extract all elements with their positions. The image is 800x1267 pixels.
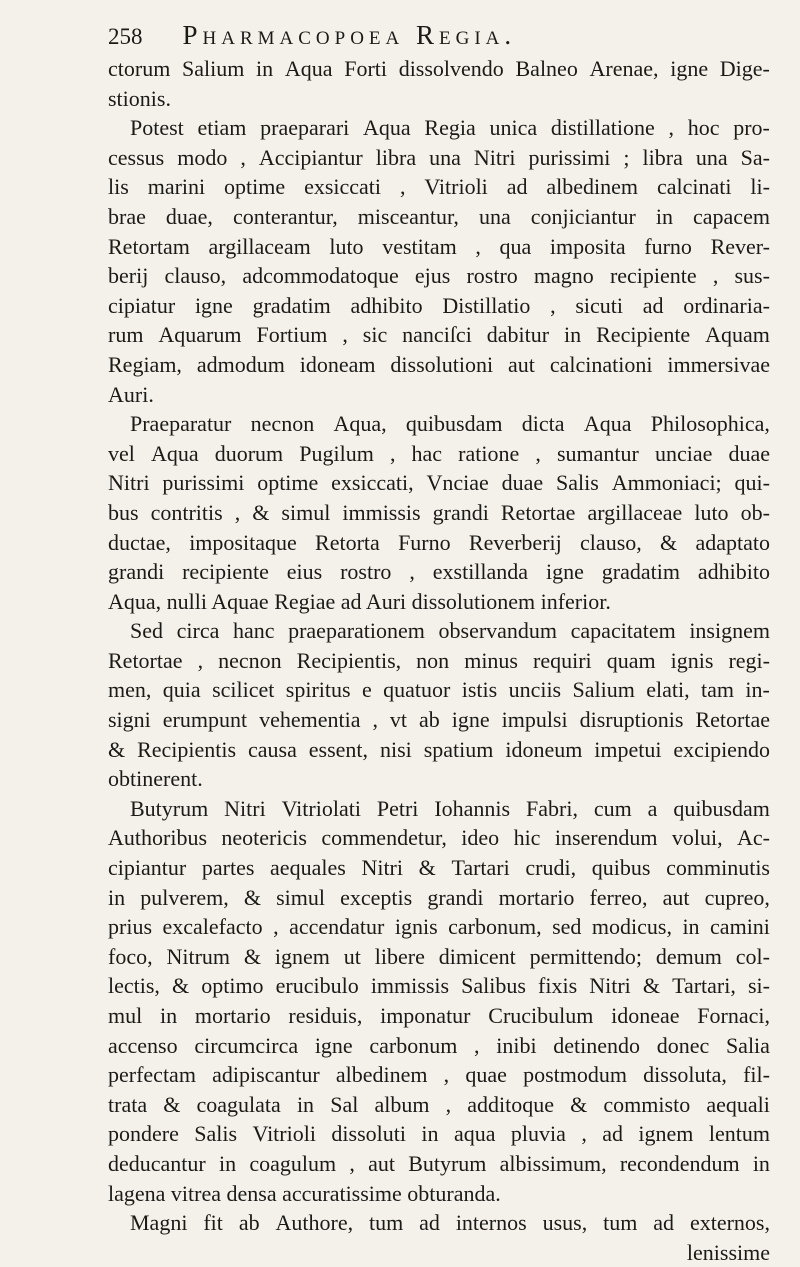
- text-line: Aqua, nulli Aquae Regiae ad Auri dissolutionem inferior.: [108, 588, 611, 614]
- running-title: Pharmacopoea Regia.: [182, 20, 517, 50]
- text-line: prius excalefacto , accendatur ignis carbonum, sed modicus, in camini: [108, 914, 770, 940]
- text-line: perfectam adipiscantur albedinem , quae postmodum dissoluta, fil-: [108, 1062, 770, 1088]
- text-line: cipiatur igne gradatim adhibito Distillatio , sicuti ad ordinaria-: [108, 292, 770, 318]
- text-line: lagena vitrea densa accuratissime obturanda.: [108, 1180, 501, 1206]
- page-number: 258: [108, 24, 143, 49]
- text-line: Butyrum Nitri Vitriolati Petri Iohannis Fabri, cum a quibusdam: [130, 795, 770, 821]
- text-line: lectis, & optimo erucibulo immissis Salibus fixis Nitri & Tartari, si-: [108, 973, 770, 999]
- text-line: in pulverem, & simul exceptis grandi mortario ferreo, aut cupreo,: [108, 884, 770, 910]
- text-line: accenso circumcirca igne carbonum , inibi detinendo donec Salia: [108, 1032, 770, 1058]
- running-head: [108, 16, 770, 54]
- text-line: rum Aquarum Fortium , sic nanciſci dabitur in Recipiente Aquam: [108, 322, 770, 348]
- text-line: ductae, impositaque Retorta Furno Reverberij clauso, & adaptato: [108, 529, 770, 555]
- text-line: foco, Nitrum & ignem ut libere dimicent permittendo; demum col-: [108, 943, 770, 969]
- text-line: brae duae, conterantur, misceantur, una conjiciantur in capacem: [108, 203, 770, 229]
- text-line: obtinerent.: [108, 766, 203, 792]
- text-line: deducantur in coagulum , aut Butyrum albissimum, recondendum in: [108, 1150, 770, 1176]
- text-line: cessus modo , Accipiantur libra una Nitri purissimi ; libra una Sa-: [108, 144, 770, 170]
- text-line: mul in mortario residuis, imponatur Crucibulum idoneae Fornaci,: [108, 1003, 770, 1028]
- text-line: Auri.: [108, 381, 154, 407]
- text-line: signi erumpunt vehementia , vt ab igne impulsi disruptionis Retortae: [108, 707, 770, 733]
- text-line: Nitri purissimi optime exsiccati, Vnciae duae Salis Ammoniaci; qui-: [108, 470, 770, 496]
- text-line: stionis.: [108, 85, 171, 111]
- text-line: trata & coagulata in Sal album , additoque & commisto aequali: [108, 1091, 770, 1117]
- text-line: & Recipientis causa essent, nisi spatium idoneum impetui excipiendo: [108, 736, 770, 762]
- text-line: Potest etiam praeparari Aqua Regia unica distillatione , hoc pro-: [130, 115, 770, 141]
- body-text: [108, 54, 770, 1267]
- text-line: lenissime: [686, 1239, 770, 1265]
- text-line: Retortae , necnon Recipientis, non minus requiri quam ignis regi-: [108, 647, 770, 673]
- text-line: Regiam, admodum idoneam dissolutioni aut calcinationi immersivae: [108, 351, 770, 377]
- text-line: pondere Salis Vitrioli dissoluti in aqua pluvia , ad ignem lentum: [108, 1121, 770, 1147]
- text-line: ctorum Salium in Aqua Forti dissolvendo Balneo Arenae, igne Dige-: [108, 56, 770, 81]
- text-line: bus contritis , & simul immissis grandi Retortae argillaceae luto ob-: [108, 499, 770, 525]
- text-line: berij clauso, adcommodatoque ejus rostro magno recipiente , sus-: [108, 263, 770, 289]
- text-line: lis marini optime exsiccati , Vitrioli ad albedinem calcinati li-: [108, 174, 770, 200]
- text-line: Praeparatur necnon Aqua, quibusdam dicta Aqua Philosophica,: [130, 411, 770, 437]
- text-line: grandi recipiente eius rostro , exstillanda igne gradatim adhibito: [108, 559, 770, 585]
- text-line: Magni fit ab Authore, tum ad internos usus, tum ad externos,: [130, 1210, 770, 1236]
- text-line: vel Aqua duorum Pugilum , hac ratione , sumantur unciae duae: [108, 440, 770, 466]
- text-line: men, quia scilicet spiritus e quatuor istis unciis Salium elati, tam in-: [108, 677, 770, 703]
- text-line: Authoribus neotericis commendetur, ideo hic inserendum volui, Ac-: [108, 825, 770, 851]
- text-line: cipiantur partes aequales Nitri & Tartari crudi, quibus comminutis: [108, 855, 770, 881]
- text-line: Sed circa hanc praeparationem observandum capacitatem insignem: [130, 618, 770, 644]
- text-line: Retortam argillaceam luto vestitam , qua imposita furno Rever-: [108, 233, 770, 259]
